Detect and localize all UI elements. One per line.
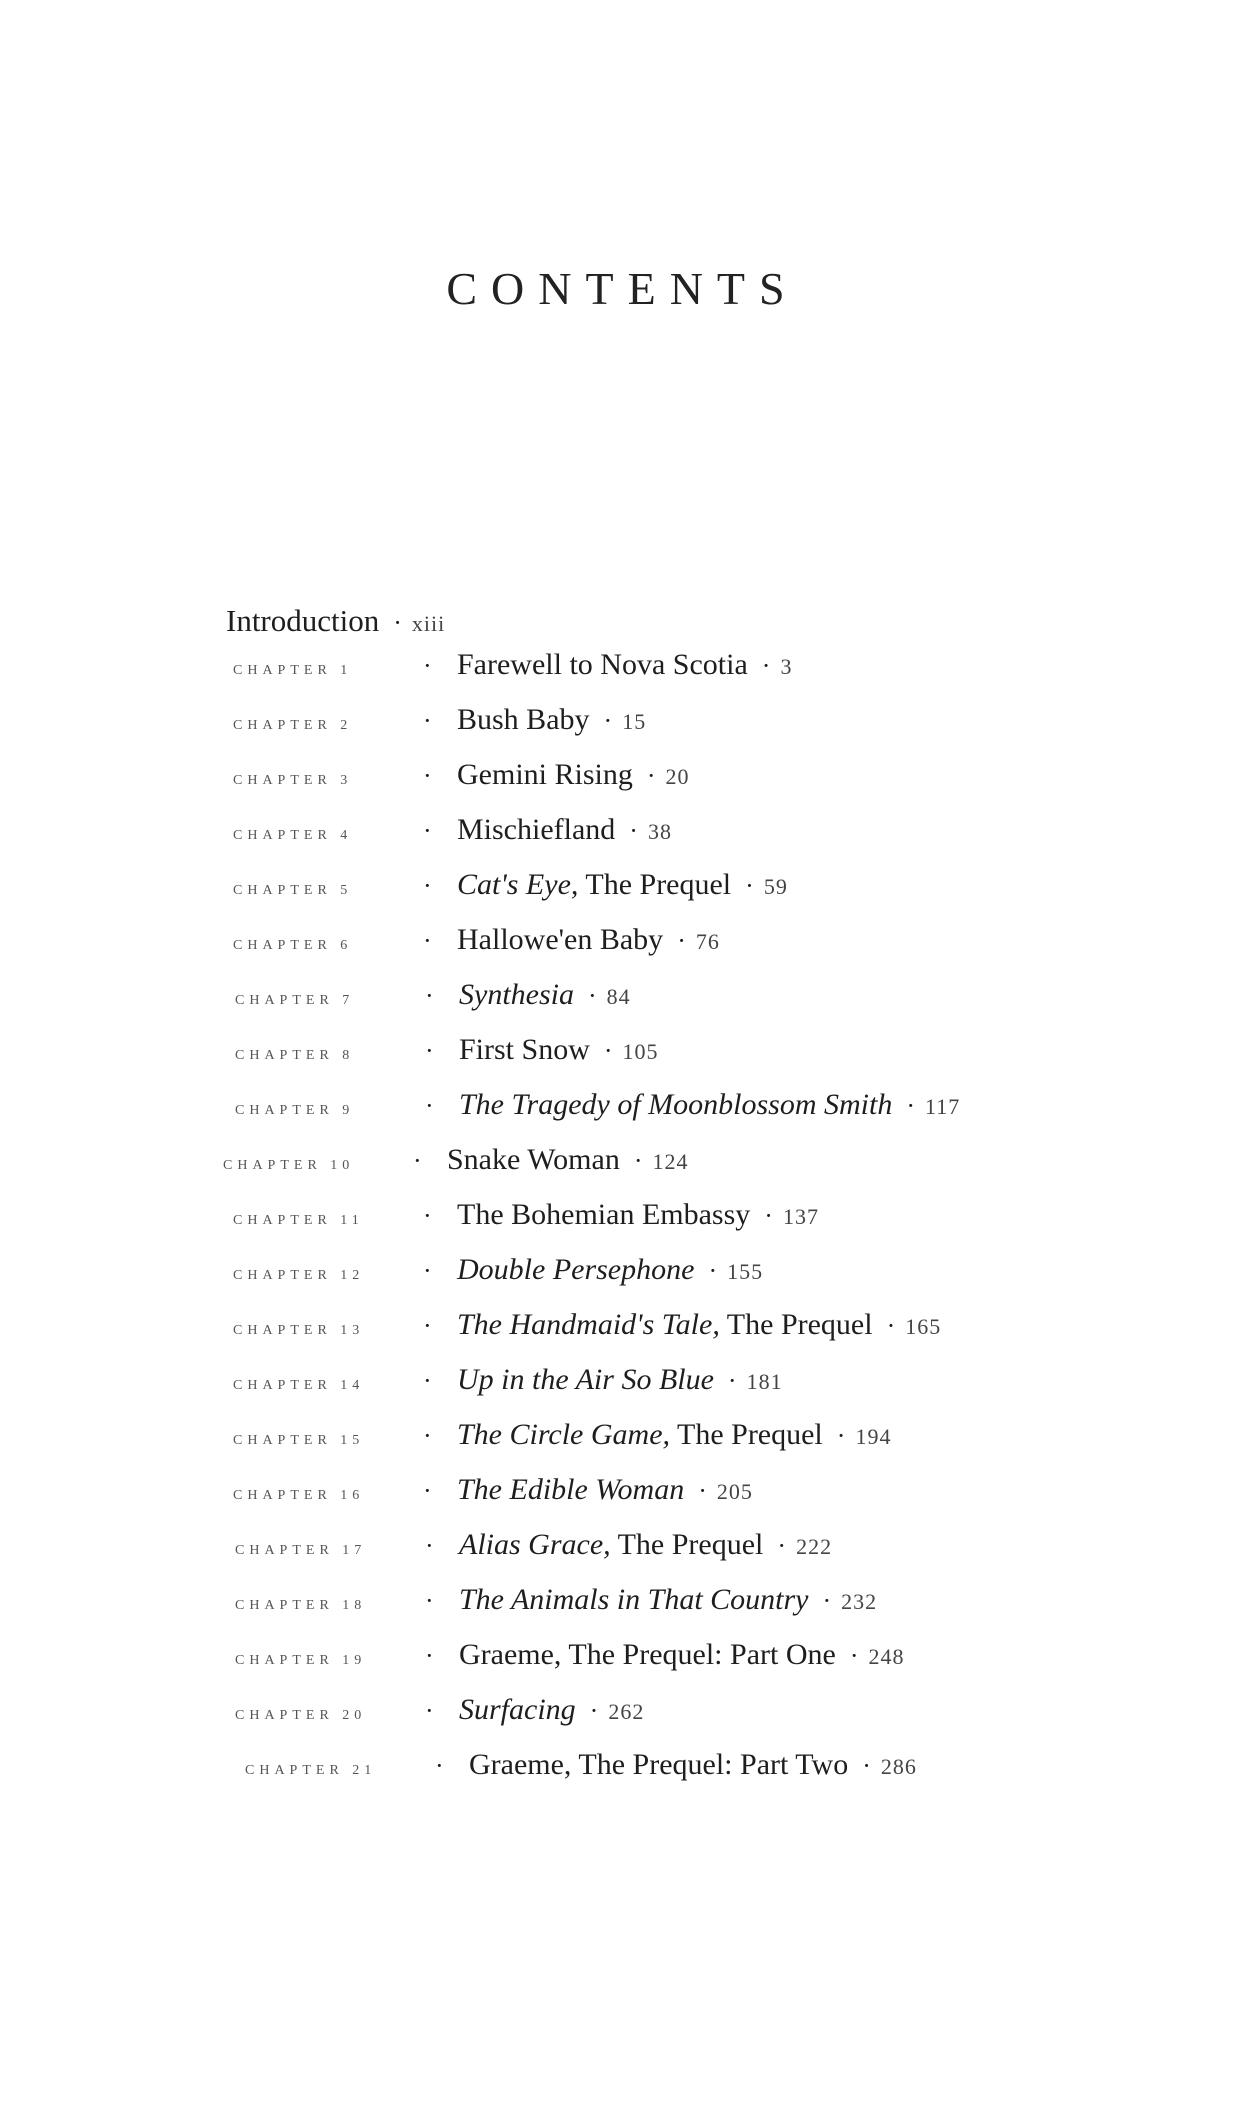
chapter-title [457,1418,823,1452]
separator-dot: · [761,651,771,680]
chapter-entry[interactable] [233,813,672,847]
chapter-entry[interactable] [233,1473,753,1507]
chapter-label: CHAPTER 17 [235,1543,367,1558]
chapter-title-italic: The Animals in That Country [459,1583,809,1616]
chapter-title [459,1583,808,1617]
chapter-label: CHAPTER 12 [233,1268,365,1283]
chapter-label: CHAPTER 1 [233,663,353,678]
chapter-title-roman: Bush Baby [457,703,590,736]
separator-dot: · [646,761,656,790]
chapter-entry[interactable] [235,1693,644,1727]
chapter-title-italic: Double Persephone [457,1253,695,1286]
chapter-entry[interactable] [235,1033,659,1067]
separator-dot: · [423,706,432,735]
chapter-title [457,648,748,682]
chapter-entry[interactable] [235,1088,960,1122]
chapter-title-roman: The Prequel [578,868,732,901]
separator-dot: · [425,1091,434,1120]
chapter-label: CHAPTER 13 [233,1323,365,1338]
chapter-page-number: 15 [622,709,647,734]
chapter-title [447,1143,620,1177]
chapter-label: CHAPTER 20 [235,1708,367,1723]
chapter-page-number: 84 [606,984,631,1009]
separator-dot: · [589,1696,599,1725]
chapter-title [457,758,633,792]
chapter-title [469,1748,848,1782]
separator-dot: · [425,1696,434,1725]
chapter-title [459,1528,763,1562]
chapter-entry[interactable] [235,1528,832,1562]
chapter-title-italic: Alias Grace, [459,1528,611,1561]
chapter-title [457,1308,873,1342]
separator-dot: · [423,1256,432,1285]
chapter-page-number: 194 [855,1424,892,1449]
introduction-page-number: xiii [411,611,446,636]
chapter-entry[interactable] [233,1253,763,1287]
separator-dot: · [727,1366,737,1395]
chapter-page-number: 248 [868,1644,905,1669]
chapter-page-number: 232 [841,1589,878,1614]
chapter-label: CHAPTER 18 [235,1598,367,1613]
separator-dot: · [423,816,432,845]
chapter-title-roman: The Prequel [719,1308,873,1341]
chapter-entry[interactable] [233,648,792,682]
chapter-entry[interactable] [223,1143,689,1177]
chapter-entry[interactable] [235,1638,905,1672]
separator-dot: · [423,1476,432,1505]
chapter-entry[interactable] [233,703,646,737]
chapter-label: CHAPTER 5 [233,883,353,898]
chapter-title-roman: Gemini Rising [457,758,633,791]
chapter-label: CHAPTER 8 [235,1048,355,1063]
chapter-entry[interactable] [233,1198,819,1232]
chapter-page-number: 222 [796,1534,833,1559]
chapter-page-number: 137 [782,1204,819,1229]
separator-dot: · [677,926,686,955]
chapter-title-roman: The Prequel [670,1418,823,1451]
chapter-title [457,1473,684,1507]
chapter-page-number: 20 [665,764,690,789]
chapter-title [457,923,663,957]
separator-dot: · [425,1036,434,1065]
chapter-title [457,703,590,737]
separator-dot: · [423,871,432,900]
chapter-title-italic: Synthesia [459,978,574,1011]
separator-dot: · [764,1201,773,1230]
chapter-page-number: 286 [880,1754,917,1779]
chapter-title-roman: The Prequel [610,1528,764,1561]
separator-dot: · [423,1201,432,1230]
chapter-page-number: 165 [905,1314,942,1339]
chapter-page-number: 105 [622,1039,659,1064]
separator-dot: · [423,926,432,955]
separator-dot: · [425,981,434,1010]
chapter-page-number: 205 [716,1479,753,1504]
separator-dot: · [745,871,754,900]
chapter-entry[interactable] [233,1308,941,1342]
chapter-label: CHAPTER 11 [233,1213,364,1228]
separator-dot: · [587,981,597,1010]
chapter-title-italic: Up in the Air So Blue [457,1363,714,1396]
separator-dot: · [633,1146,643,1175]
chapter-page-number: 76 [695,929,720,954]
chapter-title-italic: Cat's Eye, [457,868,579,901]
chapter-title-italic: The Handmaid's Tale, [457,1308,720,1341]
chapter-label: CHAPTER 15 [233,1433,365,1448]
chapter-label: CHAPTER 9 [235,1103,355,1118]
separator-dot: · [423,1311,432,1340]
chapter-title-roman: Graeme, The Prequel: Part Two [469,1748,849,1781]
chapter-label: CHAPTER 4 [233,828,353,843]
separator-dot: · [603,706,613,735]
chapter-label: CHAPTER 7 [235,993,355,1008]
chapter-title [457,1253,694,1287]
chapter-title-roman: Snake Woman [447,1143,620,1176]
chapter-label: CHAPTER 14 [233,1378,365,1393]
chapter-page-number: 117 [925,1094,961,1119]
chapter-entry[interactable] [235,1583,877,1617]
chapter-title [459,1638,836,1672]
chapter-label: CHAPTER 10 [223,1158,355,1173]
separator-dot: · [425,1586,434,1615]
chapter-title [457,1198,750,1232]
chapter-label: CHAPTER 16 [233,1488,365,1503]
chapter-entry[interactable] [233,1418,891,1452]
separator-dot: · [836,1421,846,1450]
chapter-title [459,1033,590,1067]
chapter-label: CHAPTER 21 [245,1763,377,1778]
separator-dot: · [629,816,638,845]
chapter-title [459,1088,892,1122]
separator-dot: · [413,1146,422,1175]
separator-dot: · [423,1421,432,1450]
chapter-entry[interactable] [233,758,690,792]
separator-dot: · [849,1641,859,1670]
chapter-entry[interactable] [235,978,631,1012]
chapter-title [457,813,615,847]
chapter-title-roman: Graeme, The Prequel: Part One [459,1638,836,1671]
chapter-label: CHAPTER 2 [233,718,353,733]
separator-dot: · [698,1476,707,1505]
chapter-page-number: 181 [746,1369,783,1394]
chapter-title-roman: First Snow [459,1033,590,1066]
chapter-title [457,868,731,902]
separator-dot: · [393,608,402,637]
chapter-page-number: 59 [763,874,788,899]
chapter-page-number: 124 [652,1149,689,1174]
introduction-entry[interactable] [226,603,445,639]
separator-dot: · [822,1586,832,1615]
chapter-label: CHAPTER 19 [235,1653,367,1668]
chapter-page-number: 38 [647,819,672,844]
chapter-entry[interactable] [233,1363,783,1397]
chapter-title-roman: Mischiefland [457,813,616,846]
chapter-label: CHAPTER 6 [233,938,353,953]
chapter-title [459,978,574,1012]
introduction-label: Introduction [226,603,380,638]
separator-dot: · [423,651,432,680]
separator-dot: · [425,1641,434,1670]
separator-dot: · [862,1751,871,1780]
separator-dot: · [425,1531,434,1560]
chapter-page-number: 3 [780,654,793,679]
chapter-label: CHAPTER 3 [233,773,353,788]
chapter-title-italic: The Edible Woman [457,1473,685,1506]
chapter-page-number: 155 [727,1259,764,1284]
chapter-title-italic: The Tragedy of Moonblossom Smith [459,1088,893,1121]
separator-dot: · [777,1531,787,1560]
separator-dot: · [708,1256,718,1285]
chapter-title-roman: Hallowe'en Baby [457,923,664,956]
separator-dot: · [423,1366,432,1395]
chapter-title [457,1363,714,1397]
separator-dot: · [435,1751,444,1780]
chapter-page-number: 262 [608,1699,645,1724]
page-title: CONTENTS [446,263,799,314]
chapter-title-italic: The Circle Game, [457,1418,671,1451]
chapter-title [459,1693,576,1727]
chapter-entry[interactable] [233,868,788,902]
separator-dot: · [603,1036,613,1065]
separator-dot: · [886,1311,896,1340]
chapter-entry[interactable] [245,1748,917,1782]
chapter-entry[interactable] [233,923,720,957]
chapter-title-roman: Farewell to Nova Scotia [457,648,748,681]
chapter-title-roman: The Bohemian Embassy [457,1198,751,1231]
separator-dot: · [423,761,432,790]
separator-dot: · [906,1091,916,1120]
chapter-title-italic: Surfacing [459,1693,576,1726]
